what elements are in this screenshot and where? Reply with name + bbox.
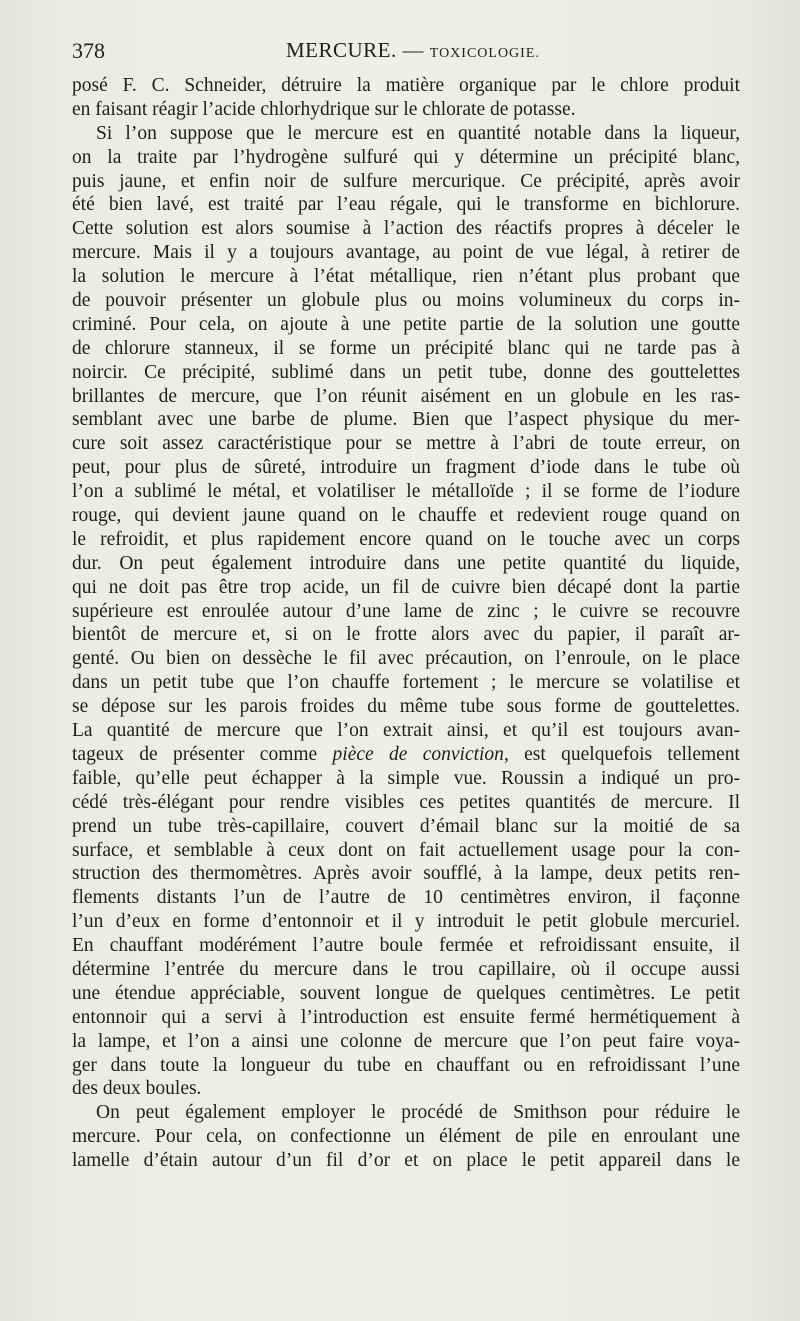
text-line: posé F. C. Schneider, détruire la matière organique par le chlore produit (72, 75, 740, 96)
text-line: la lampe, et l’on a ainsi une colonne de mercure que l’on peut faire voya- (72, 1030, 740, 1052)
text-line: struction des thermomètres. Après avoir soufflé, à la lampe, deux petits ren- (72, 863, 740, 885)
text-line: se dépose sur les parois froides du même tube sous forme de gouttelettes. (72, 696, 740, 718)
text-line: de pouvoir présenter un globule plus ou moins volumineux du corps in- (72, 290, 740, 312)
text-line: cédé très-élégant pour rendre visibles ces petites quantités de mercure. Il (72, 791, 740, 813)
text-line: rouge, qui devient jaune quand on le chauffe et redevient rouge quand on (72, 505, 740, 527)
text-line: bientôt de mercure et, si on le frotte alors avec du papier, il paraît ar- (72, 624, 740, 646)
text-line: brillantes de mercure, que l’on réunit aisément en un globule en les ras- (72, 385, 740, 407)
text-line: La quantité de mercure que l’on extrait ainsi, et qu’il est toujours avan- (72, 720, 740, 742)
text-line: mercure. Mais il y a toujours avantage, au point de vue légal, à retirer de (72, 242, 740, 264)
text-line: une étendue appréciable, souvent longue de quelques centimètres. Le petit (72, 982, 740, 1004)
text-line: qui ne doit pas être trop acide, un fil de cuivre bien décapé dont la partie (72, 576, 740, 598)
text-line: détermine l’entrée du mercure dans le trou capillaire, où il occupe aussi (72, 958, 740, 980)
text-line: supérieure est enroulée autour d’une lame de zinc ; le cuivre se recouvre (72, 600, 740, 622)
text-line: genté. Ou bien on dessèche le fil avec précaution, on l’enroule, on le place (72, 648, 740, 670)
text-line: le refroidit, et plus rapidement encore quand on le touche avec un corps (72, 528, 740, 550)
text-line: des deux boules. (72, 1078, 202, 1100)
italic-phrase: pièce de conviction (332, 743, 504, 765)
text-line: en faisant réagir l’acide chlorhydrique sur le chlorate de potasse. (72, 98, 576, 120)
text-line: faible, qu’elle peut échapper à la simple vue. Roussin a indiqué un pro- (72, 767, 740, 789)
text-line-segment: tageux de présenter comme (72, 743, 333, 765)
text-line: de chlorure stanneux, il se forme un précipité blanc qui ne tarde pas à (72, 337, 740, 359)
text-line: été bien lavé, est traité par l’eau régale, qui le transforme en bichlorure. (72, 194, 740, 216)
text-line: criminé. Pour cela, on ajoute à une petite partie de la solution une goutte (72, 313, 740, 335)
text-line: flements distants l’un de l’autre de 10 centimètres environ, il façonne (72, 887, 740, 909)
page-number: 378 (72, 38, 105, 63)
text-line: prend un tube très-capillaire, couvert d’émail blanc sur la moitié de sa (72, 815, 740, 837)
page-header (72, 38, 740, 66)
text-line: dur. On peut également introduire dans une petite quantité du liquide, (72, 552, 740, 574)
text-line: l’un d’eux en forme d’entonnoir et il y introduit le petit globule mercuriel. (72, 911, 740, 933)
text-line-segment: , est quelquefois tellement (503, 743, 740, 765)
text-line: noircir. Ce précipité, sublimé dans un petit tube, donne des gouttelettes (72, 361, 740, 383)
text-line: on la traite par l’hydrogène sulfuré qui y détermine un précipité blanc, (72, 146, 740, 168)
text-line: surface, et semblable à ceux dont on fait actuellement usage pour la con- (72, 839, 740, 861)
text-line: cure soit assez caractéristique pour se mettre à l’abri de toute erreur, on (72, 433, 740, 455)
running-subtitle: TOXICOLOGIE. (429, 46, 540, 61)
running-head (286, 38, 540, 63)
text-line: mercure. Pour cela, on confectionne un élément de pile en enroulant une (72, 1126, 740, 1148)
text-line: entonnoir qui a servi à l’introduction est ensuite fermé hermétiquement à (72, 1006, 740, 1028)
text-line: dans un petit tube que l’on chauffe fortement ; le mercure se volatilise et (72, 672, 740, 694)
text-line (72, 743, 740, 767)
running-head-dash: — (402, 38, 425, 62)
text-line: Cette solution est alors soumise à l’action des réactifs propres à déceler le (72, 218, 740, 240)
text-line: lamelle d’étain autour d’un fil d’or et on place le petit appareil dans le (72, 1150, 740, 1172)
text-line: l’on a sublimé le métal, et volatiliser le métalloïde ; il se forme de l’iodure (72, 481, 740, 503)
text-line: puis jaune, et enfin noir de sulfure mercurique. Ce précipité, après avoir (72, 170, 740, 192)
text-line: peut, pour plus de sûreté, introduire un fragment d’iode dans le tube où (72, 457, 740, 479)
text-line: la solution le mercure à l’état métallique, rien n’étant plus probant que (72, 266, 740, 288)
text-line: Si l’on suppose que le mercure est en quantité notable dans la liqueur, (96, 122, 740, 144)
text-line: semblant avec une barbe de plume. Bien que l’aspect physique du mer- (72, 409, 740, 431)
running-title: MERCURE. (286, 38, 397, 62)
text-line: En chauffant modérément l’autre boule fermée et refroidissant ensuite, il (72, 935, 740, 957)
body-text (72, 74, 740, 1173)
text-line: On peut également employer le procédé de Smithson pour réduire le (96, 1102, 740, 1124)
text-line: ger dans toute la longueur du tube en chauffant ou en refroidissant l’une (72, 1054, 740, 1076)
